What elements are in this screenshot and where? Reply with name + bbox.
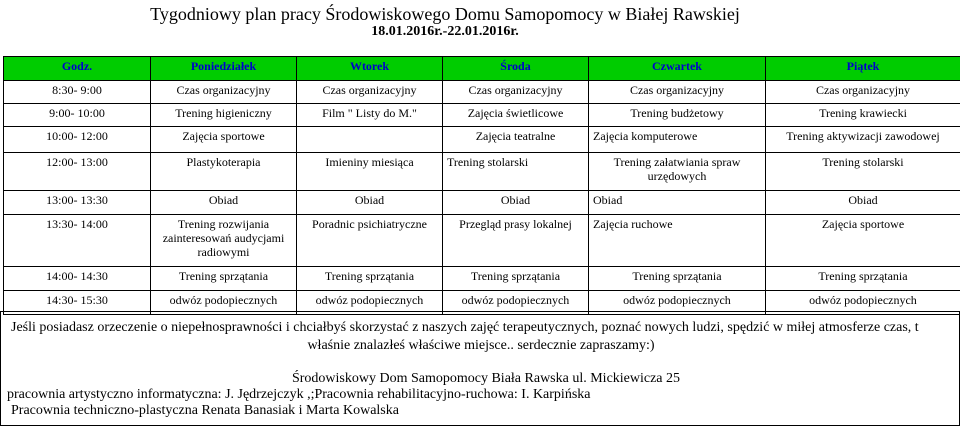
column-header-friday: Piątek: [766, 57, 960, 81]
time-cell: 9:00- 10:00: [4, 104, 151, 127]
table-cell: Przegląd prasy lokalnej: [443, 215, 589, 267]
table-cell: odwóz podopiecznych: [151, 291, 297, 315]
table-cell: Trening sprzątania: [151, 267, 297, 291]
table-cell: odwóz podopiecznych: [297, 291, 443, 315]
table-cell: Obiad: [151, 191, 297, 215]
table-row: [4, 81, 960, 104]
table-row: [4, 127, 960, 153]
table-cell: Obiad: [589, 191, 766, 215]
table-cell: Zajęcia świetlicowe: [443, 104, 589, 127]
info-invitation-closing: właśnie znalazłeś właściwe miejsce.. serdecznie zapraszamy:): [307, 338, 655, 353]
table-cell: Czas organizacyjny: [589, 81, 766, 104]
table-cell: Czas organizacyjny: [766, 81, 960, 104]
info-address: Środowiskowy Dom Samopomocy Biała Rawska ul. Mickiewicza 25: [291, 371, 681, 386]
info-staff-2: Pracownia techniczno-plastyczna Renata Banasiak i Marta Kowalska: [11, 403, 399, 418]
table-cell: Obiad: [443, 191, 589, 215]
table-cell: Czas organizacyjny: [151, 81, 297, 104]
column-header-monday: Poniedziałek: [151, 57, 297, 81]
info-staff-1: pracownia artystyczno informatyczna: J. Jędrzejczyk ,;Pracownia rehabilitacyjno-ruchowa: I. Karpińska: [7, 387, 591, 402]
column-header-hour: Godz.: [4, 57, 151, 81]
table-cell: Film " Listy do M.": [297, 104, 443, 127]
table-cell: Trening stolarski: [766, 153, 960, 191]
table-cell: Plastykoterapia: [151, 153, 297, 191]
table-cell: odwóz podopiecznych: [766, 291, 960, 315]
table-row: [4, 191, 960, 215]
table-row: [4, 104, 960, 127]
table-row: [4, 153, 960, 191]
date-range: 18.01.2016r.-22.01.2016r.: [371, 24, 519, 39]
table-cell: Zajęcia sportowe: [766, 215, 960, 267]
table-cell: Zajęcia teatralne: [443, 127, 589, 153]
time-cell: 13:00- 13:30: [4, 191, 151, 215]
table-cell: odwóz podopiecznych: [443, 291, 589, 315]
table-cell: Zajęcia sportowe: [151, 127, 297, 153]
table-cell: Trening załatwiania spraw urzędowych: [589, 153, 766, 191]
page-title: Tygodniowy plan pracy Środowiskowego Domu Samopomocy w Białej Rawskiej: [150, 4, 740, 24]
table-cell: Trening sprzątania: [589, 267, 766, 291]
time-cell: 12:00- 13:00: [4, 153, 151, 191]
info-box: [0, 311, 960, 426]
table-cell: Trening sprzątania: [443, 267, 589, 291]
table-cell: Czas organizacyjny: [443, 81, 589, 104]
table-cell: Zajęcia ruchowe: [589, 215, 766, 267]
table-header-row: [4, 57, 960, 81]
table-cell: Trening sprzątania: [297, 267, 443, 291]
column-header-wednesday: Środa: [443, 57, 589, 81]
table-cell: Imieniny miesiąca: [297, 153, 443, 191]
table-cell: Obiad: [297, 191, 443, 215]
table-row: [4, 267, 960, 291]
column-header-thursday: Czwartek: [589, 57, 766, 81]
table-cell: Poradnic psichiatryczne: [297, 215, 443, 267]
table-row: [4, 215, 960, 267]
column-header-tuesday: Wtorek: [297, 57, 443, 81]
table-cell: Trening aktywizacji zawodowej: [766, 127, 960, 153]
time-cell: 10:00- 12:00: [4, 127, 151, 153]
table-cell: Zajęcia komputerowe: [589, 127, 766, 153]
table-cell: Trening stolarski: [443, 153, 589, 191]
info-invitation-text: Jeśli posiadasz orzeczenie o niepełnosprawności i chciałbyś skorzystać z naszych zajęć terapeutycznych, poznać nowych ludzi, spędzić w miłej atmosferze czas, t: [11, 320, 919, 335]
table-cell: [297, 127, 443, 153]
time-cell: 8:30- 9:00: [4, 81, 151, 104]
table-cell: Trening krawiecki: [766, 104, 960, 127]
table-cell: Trening budżetowy: [589, 104, 766, 127]
table-cell: Trening higieniczny: [151, 104, 297, 127]
time-cell: 14:00- 14:30: [4, 267, 151, 291]
table-cell: Trening rozwijania zainteresowań audycjami radiowymi: [151, 215, 297, 267]
time-cell: 14:30- 15:30: [4, 291, 151, 315]
schedule-table: [3, 56, 960, 315]
table-cell: Obiad: [766, 191, 960, 215]
time-cell: 13:30- 14:00: [4, 215, 151, 267]
table-cell: odwóz podopiecznych: [589, 291, 766, 315]
table-cell: Trening sprzątania: [766, 267, 960, 291]
table-cell: Czas organizacyjny: [297, 81, 443, 104]
